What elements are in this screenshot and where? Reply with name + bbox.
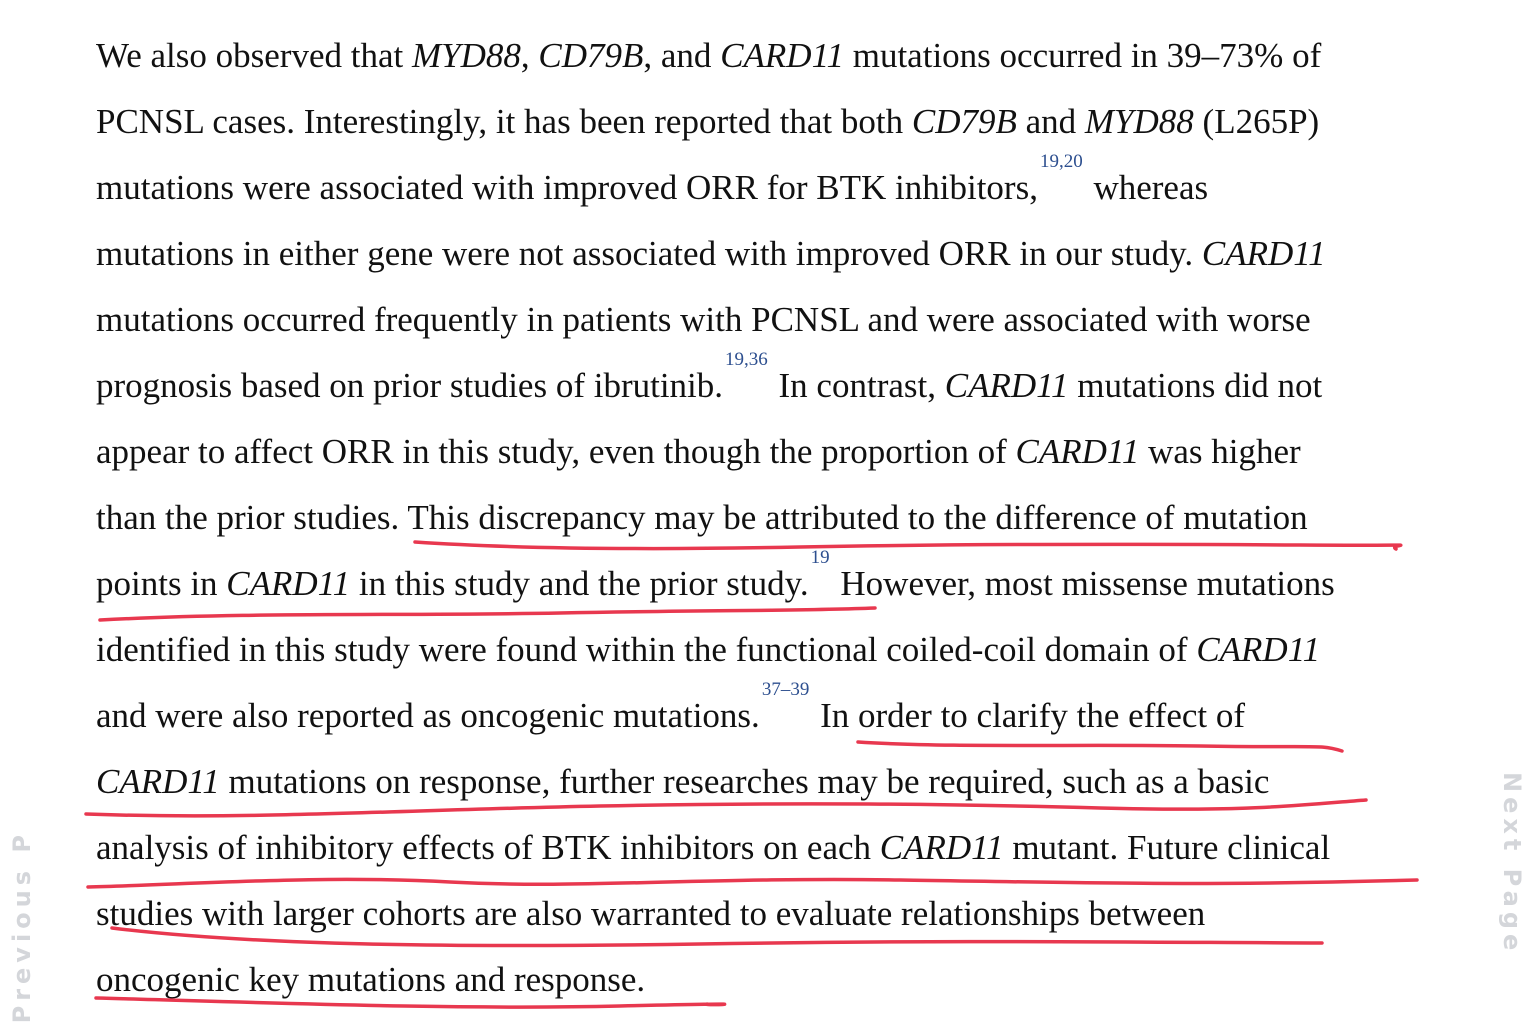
citation-link[interactable]: 19 xyxy=(810,547,830,568)
next-page-label: Next Page xyxy=(1498,772,1526,956)
gene-name: CARD11 xyxy=(720,36,844,75)
text-line: mutations were associated with improved ORR for BTK inhibitors,19,20 whereas xyxy=(96,151,1209,207)
gene-name: CD79B xyxy=(911,102,1017,141)
underline-stroke xyxy=(858,742,1342,751)
citation-link[interactable]: 19,36 xyxy=(725,349,768,370)
citation-link[interactable]: 19,20 xyxy=(1039,151,1083,172)
next-page-button[interactable] xyxy=(1498,772,1526,955)
gene-name: CARD11 xyxy=(1196,630,1321,669)
gene-name: CARD11 xyxy=(944,366,1069,405)
gene-name: CARD11 xyxy=(879,828,1004,867)
text-line: points in CARD11 in this study and the prior study.19 However, most missense mutations xyxy=(96,547,1335,603)
text-line: and were also reported as oncogenic mutations.37–39 In order to clarify the effect of xyxy=(96,679,1246,735)
gene-name: CARD11 xyxy=(1201,234,1326,273)
text-line: than the prior studies. This discrepancy may be attributed to the difference of mutation xyxy=(96,498,1308,537)
previous-page-button[interactable] xyxy=(8,830,36,1023)
text-line: mutations occurred frequently in patients with PCNSL and were associated with worse xyxy=(96,300,1311,339)
text-line: studies with larger cohorts are also warranted to evaluate relationships between xyxy=(96,894,1206,933)
gene-name: MYD88 xyxy=(1084,102,1194,141)
underline-stroke xyxy=(100,608,875,620)
gene-name: CARD11 xyxy=(1015,432,1140,471)
underline-stroke xyxy=(88,879,1417,887)
text-line: analysis of inhibitory effects of BTK inhibitors on each CARD11 mutant. Future clinical xyxy=(96,828,1331,867)
gene-name: MYD88 xyxy=(411,36,521,75)
text-line: We also observed that MYD88, CD79B, and CARD11 mutations occurred in 39–73% of xyxy=(96,36,1322,75)
text-line: PCNSL cases. Interestingly, it has been reported that both CD79B and MYD88 (L265P) xyxy=(96,102,1320,141)
text-line: prognosis based on prior studies of ibrutinib.19,36 In contrast, CARD11 mutations did not xyxy=(96,349,1323,405)
text-line: identified in this study were found within the functional coiled-coil domain of CARD11 xyxy=(96,630,1321,669)
underline-stroke xyxy=(415,542,1401,549)
text-line: appear to affect ORR in this study, even though the proportion of CARD11 was higher xyxy=(96,432,1301,471)
gene-name: CARD11 xyxy=(96,762,220,801)
citation-link[interactable]: 37–39 xyxy=(761,679,810,700)
previous-page-label: Previous P xyxy=(8,830,36,1023)
text-line: mutations in either gene were not associated with improved ORR in our study. CARD11 xyxy=(96,234,1326,273)
gene-name: CARD11 xyxy=(226,564,351,603)
text-line: oncogenic key mutations and response. xyxy=(96,960,646,999)
gene-name: CD79B xyxy=(538,36,644,75)
text-line: CARD11 mutations on response, further researches may be required, such as a basic xyxy=(96,762,1270,801)
